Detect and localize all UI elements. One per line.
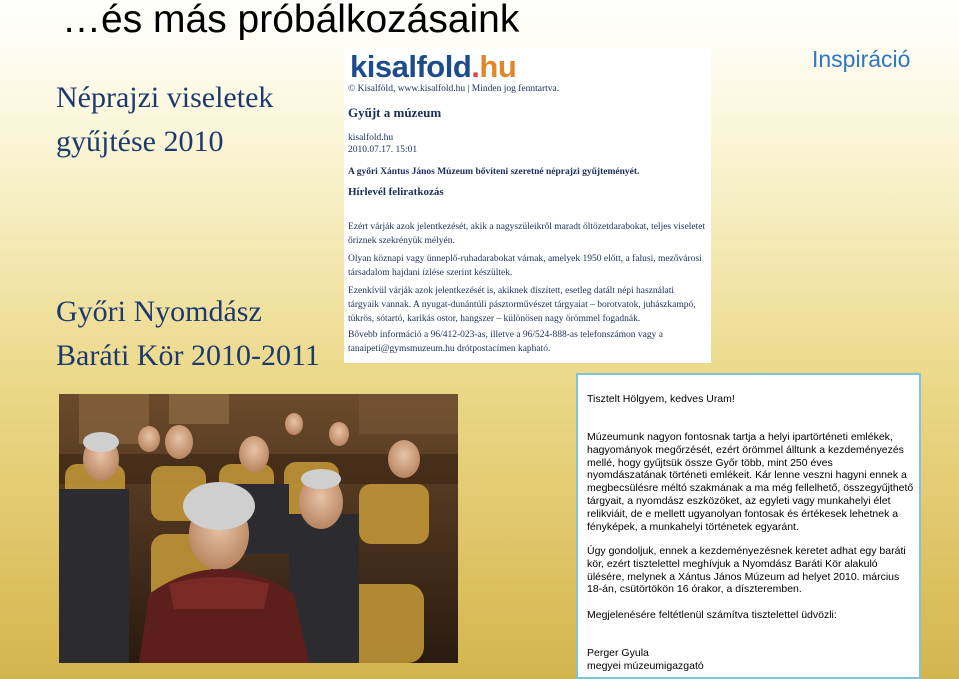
audience-photo: [59, 394, 458, 663]
audience-photo-illustration: [59, 394, 458, 663]
letter-paragraph-1: Múzeumunk nagyon fontosnak tartja a helyi ipartörténeti emlékek, hagyományok megőrzését, ezért örömmel álltunk a kezdeményezés mellé, hogy gyűjtsük össze Győr több, mint 250 éves nyomdászatának történeti emlékeit. Kár lenne veszni hagyni ennek a megbecsülésre méltó szakmának a ma még fellelhető, összegyűjthető tárgyait, a nyomdász eszközöket, az egyleti vagy munkahelyi élet relikviáit, de e mellett ugyanolyan fontosak és értékesek lehetnek a fényképek, a munkahelyi történetek egyaránt.: [587, 431, 914, 533]
clipping-headline: Gyűjt a múzeum: [348, 105, 442, 120]
letter-greeting: Tisztelt Hölgyem, kedves Uram!: [587, 393, 735, 405]
letter-paragraph-2: Úgy gondoljuk, ennek a kezdeményezésnek keretet adhat egy baráti kör, ezért tisztelettel meghívjuk a Nyomdász Baráti Kör alakuló ülésére, melynek a Xántus János Múzeum ad helyet 2010. március 18-án, csütörtökön 16 órakor, a díszteremben.: [587, 545, 906, 596]
clipping-paragraph-3: Ezenkívül várják azok jelentkezését is, akiknek díszített, esetleg datált népi használati tárgyaik vannak. A nyugat-dunántúli pásztorművészet tárgyaiat – borotvatok, juhászkampó, tükrös, sótartó, karikás ostor, hangszer – különösen nagy örömmel fogadnák.: [348, 286, 696, 324]
clipping-copyright: © Kisalföld, www.kisalfold.hu | Minden jog fenntartva.: [348, 84, 560, 94]
clipping-date: 2010.07.17. 15:01: [348, 145, 418, 155]
heading-line-3: Győri Nyomdász: [56, 295, 262, 328]
clipping-lead: A győri Xántus János Múzeum bővíteni szeretné néprajzi gyűjteményét.: [348, 167, 640, 177]
kisalfold-logo: kisalfold.hu: [350, 49, 517, 84]
clipping-source: kisalfold.hu: [348, 133, 394, 143]
letter-paragraph-3: Megjelenésére feltétlenül számítva tisztelettel üdvözli:: [587, 609, 837, 621]
clipping-newsletter-link[interactable]: Hírlevél feliratkozás: [348, 186, 444, 198]
clipping-paragraph-2: Olyan köznapi vagy ünneplő-ruhadarabokat várnak, amelyek 1950 előtt, a falusi, mezővárosi társadalom hajdani ízlése szerint készültek.: [348, 254, 702, 278]
heading-folk-costumes: [56, 76, 273, 164]
clipping-paragraph-4: Bővebb információ a 96/412-023-as, illetve a 96/524-888-as telefonszámon vagy a tanaipeti@gymsmuzeum.hu drótpostacímen kapható.: [348, 330, 663, 354]
letter-signature-title: megyei múzeumigazgató: [587, 660, 704, 672]
slide-subtitle: Inspiráció: [812, 46, 911, 72]
heading-line-4: Baráti Kör 2010-2011: [56, 339, 320, 372]
letter-signature-name: Perger Gyula: [587, 647, 649, 659]
clipping-paragraph-1: Ezért várják azok jelentkezését, akik a nagyszüleikről maradt öltözetdarabokat, teljes viseletet őriznek szekrényük mélyén.: [348, 222, 706, 246]
heading-line-2: gyűjtése 2010: [56, 125, 224, 158]
newspaper-clipping: [344, 48, 711, 363]
invitation-letter: [576, 373, 921, 679]
heading-line-1: Néprajzi viseletek: [56, 81, 274, 114]
heading-printers-club: [56, 290, 320, 378]
slide-title: …és más próbálkozásaink: [62, 0, 520, 41]
